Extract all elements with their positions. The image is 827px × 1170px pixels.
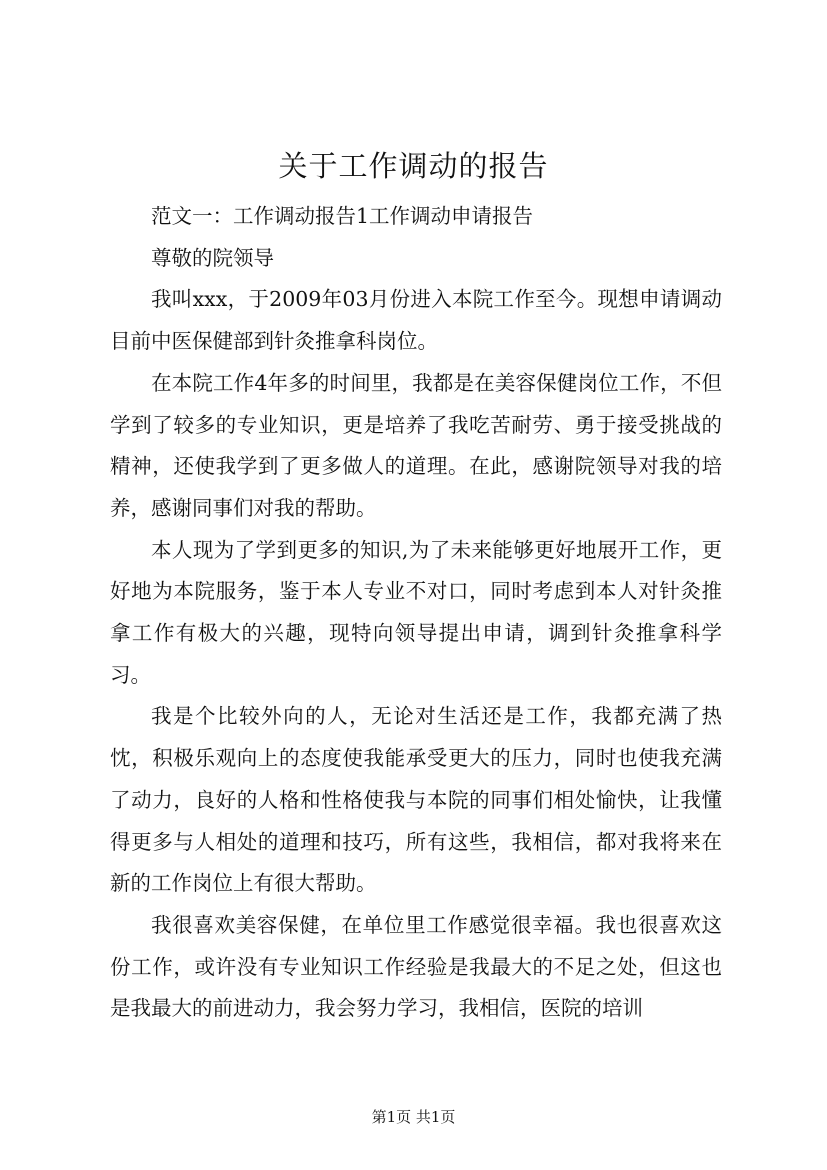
paragraph-3: 本人现为了学到更多的知识,为了未来能够更好地展开工作，更好地为本院服务，鉴于本人专业不对口，同时考虑到本人对针灸推拿工作有极大的兴趣，现特向领导提出申请，调到针灸推拿科学习。: [110, 537, 722, 687]
paragraph-2: 在本院工作4年多的时间里，我都是在美容保健岗位工作，不但学到了较多的专业知识，更是培养了我吃苦耐劳、勇于接受挑战的精神，还使我学到了更多做人的道理。在此，感谢院领导对我的培养，感谢同事们对我的帮助。: [110, 370, 722, 520]
page-footer: 第1页 共1页: [371, 1108, 456, 1126]
paragraph-salutation: 尊敬的院领导: [151, 245, 274, 270]
paragraph-5: 我很喜欢美容保健，在单位里工作感觉很幸福。我也很喜欢这份工作，或许没有专业知识工作经验是我最大的不足之处，但这也是我最大的前进动力，我会努力学习，我相信，医院的培训: [110, 912, 722, 1021]
document-body: [110, 196, 722, 1030]
paragraph-4: 我是个比较外向的人，无论对生活还是工作，我都充满了热忱，积极乐观向上的态度使我能承受更大的压力，同时也使我充满了动力，良好的人格和性格使我与本院的同事们相处愉快，让我懂得更多与人相处的道理和技巧，所有这些，我相信，都对我将来在新的工作岗位上有很大帮助。: [110, 704, 722, 896]
paragraph-1: 我叫xxx，于2009年03月份进入本院工作至今。现想申请调动目前中医保健部到针灸推拿科岗位。: [110, 287, 722, 354]
paragraph-heading: 范文一：工作调动报告1工作调动申请报告: [151, 204, 534, 228]
document-title: 关于工作调动的报告: [278, 149, 549, 183]
